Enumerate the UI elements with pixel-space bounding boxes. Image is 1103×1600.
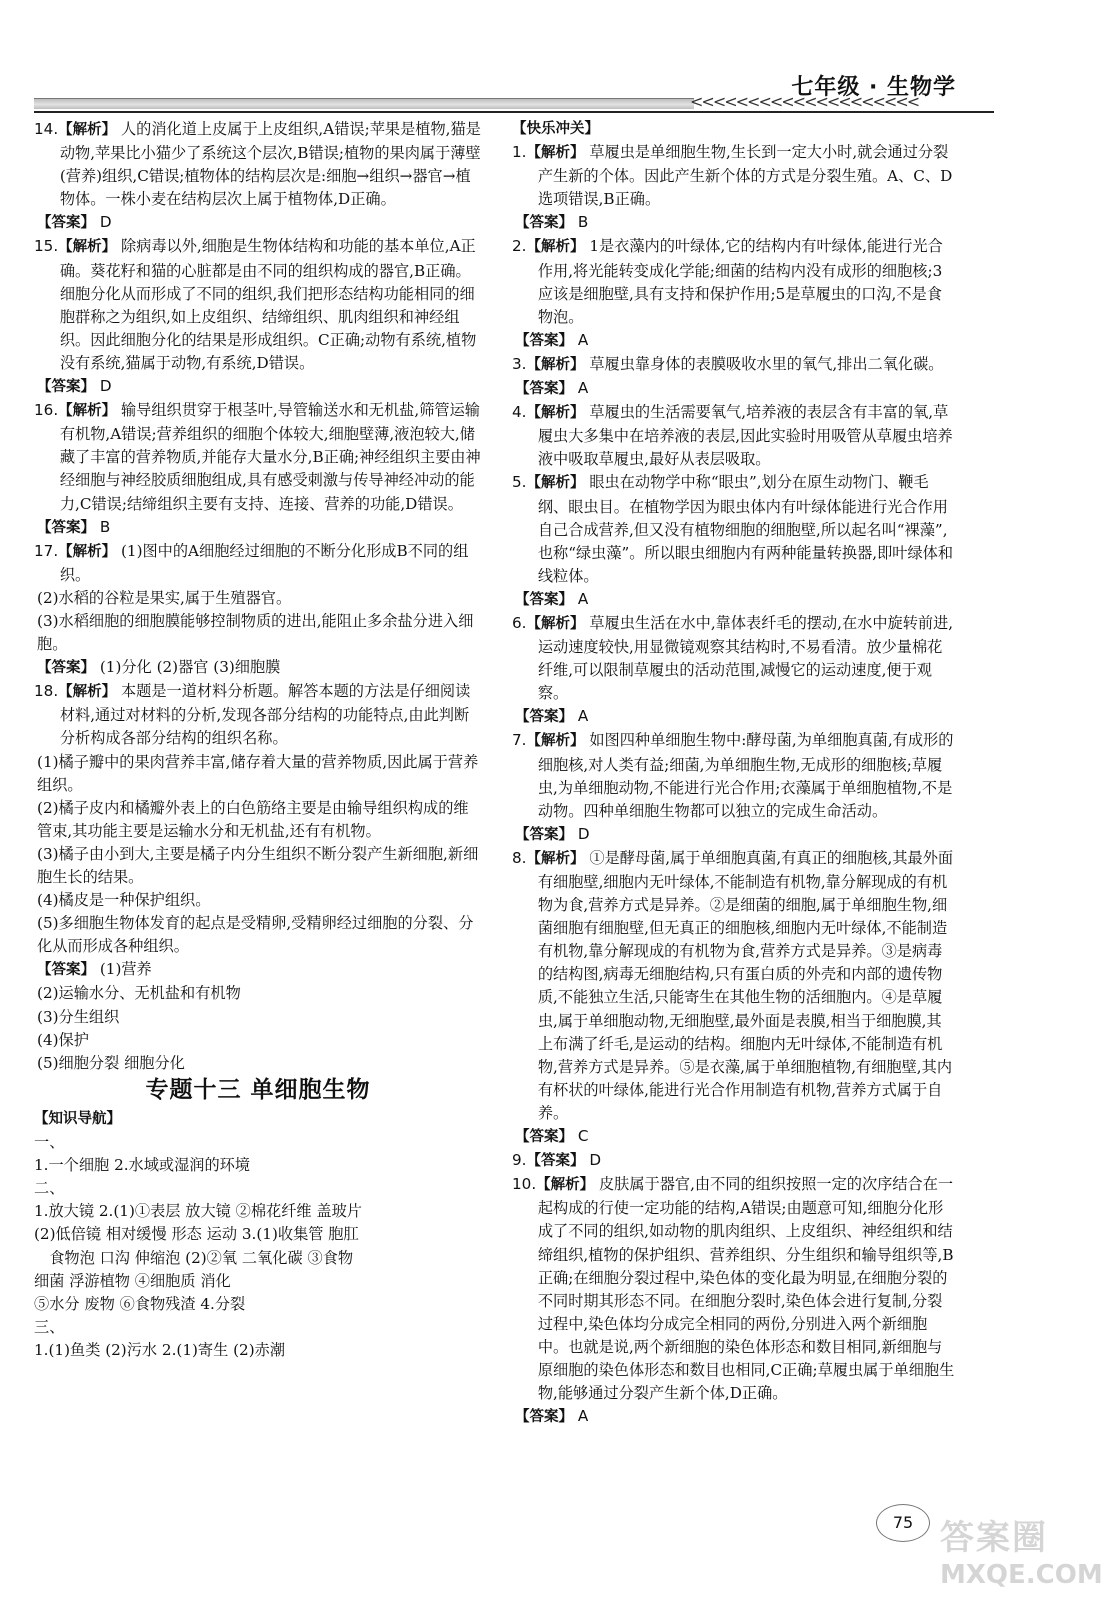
question-number: 2.	[512, 237, 527, 256]
analysis-tag: 【解析】	[526, 145, 585, 162]
analysis-r1	[512, 141, 956, 211]
answer-tag: 【答案】	[37, 215, 96, 232]
answer-15	[34, 375, 482, 399]
answer-value: D	[577, 824, 590, 843]
answer-tag: 【答案】	[526, 1153, 585, 1170]
right-column	[512, 118, 956, 1429]
analysis-line: (3)橘子由小到大,主要是橘子内分生组织不断分裂产生新细胞,新细胞生长的结果。	[37, 844, 479, 886]
answer-r10	[512, 1405, 956, 1429]
answer-value: A	[577, 379, 589, 398]
analysis-tag: 【解析】	[526, 733, 585, 750]
watermark-text: 答案圈	[940, 1518, 1048, 1558]
answer-tag: 【答案】	[515, 826, 574, 843]
analysis-r6	[512, 612, 956, 705]
analysis-tag: 【解析】	[526, 850, 585, 867]
answer-tag: 【答案】	[515, 381, 574, 398]
answer-tag: 【答案】	[37, 660, 96, 677]
analysis-r10	[512, 1173, 956, 1405]
answer-r1	[512, 211, 956, 235]
question-number: 10.	[512, 1175, 537, 1194]
section-title: 专题十三 单细胞生物	[145, 1076, 371, 1103]
analysis-text: 草履虫的生活需要氧气,培养液的表层含有丰富的氧,草履虫大多集中在培养液的表层,因此实验时用吸管从草履虫培养液中吸取草履虫,最好从表层吸取。	[537, 403, 953, 469]
analysis-tag: 【解析】	[536, 1177, 595, 1194]
answer-tag: 【答案】	[37, 379, 96, 396]
question-r3	[512, 353, 956, 401]
analysis-r2	[512, 235, 956, 328]
analysis-text: ①是酵母菌,属于单细胞真菌,有真正的细胞核,其最外面有细胞壁,细胞内无叶绿体,不能制造有机物,靠分解现成的有机物为食,营养方式是异养。②是细菌的细胞,属于单细胞生物,细菌细胞有细胞壁,但无真正的细胞核,细胞内无叶绿体,不能制造有机物,靠分解现成的有机物为食,营养方式是异养。③是病毒的结构图,病毒无细胞结构,只有蛋白质的外壳和内部的遗传物质,不能独立生活,只能寄生在其他生物的活细胞内。④是草履虫,属于单细胞动物,无细胞壁,最外面是表膜,相当于细胞膜,其上布满了纤毛,是运动的结构。细胞内无叶绿体,不能制造有机物,营养方式是异养。⑤是衣藻,属于单细胞植物,有细胞壁,其内有杯状的叶绿体,能进行光合作用制造有机物,营养方式属于自养。	[537, 848, 954, 1122]
answer-tag: 【答案】	[515, 591, 574, 608]
analysis-tag: 【解析】	[58, 403, 117, 420]
answer-tag: 【答案】	[515, 1409, 574, 1426]
nav-heading: 一、	[34, 1133, 65, 1152]
analysis-text: 如图四种单细胞生物中:酵母菌,为单细胞真菌,有成形的细胞核,对人类有益;细菌,为单细胞生物,无成形的细胞核;草履虫,为单细胞动物,不能进行光合作用;衣藻属于单细胞植物,不是动物。四种单细胞生物都可以独立的完成生命活动。	[537, 731, 954, 820]
answer-line: (3)分生组织	[37, 1007, 120, 1026]
answer-value: A	[577, 707, 589, 726]
answer-value: (1)分化 (2)器官 (3)细胞膜	[99, 658, 281, 677]
answer-value: A	[577, 1407, 589, 1426]
header-title: 七年级 · 生物学	[791, 75, 956, 100]
answer-value: A	[577, 330, 589, 349]
analysis-text: 眼虫在动物学中称“眼虫”,划分在原生动物门、鞭毛纲、眼虫目。在植物学因为眼虫体内有叶绿体能进行光合作用自己合成营养,但又没有植物细胞的细胞壁,所以起名叫“裸藻”,也称“绿虫藻”。所以眼虫细胞内有两种能量转换器,即叶绿体和线粒体。	[537, 473, 954, 585]
answer-tag: 【答案】	[515, 215, 574, 232]
answer-value: D	[99, 377, 112, 396]
analysis-text: 输导组织贯穿于根茎叶,导管输送水和无机盐,筛管运输有机物,A错误;营养组织的细胞个体较大,细胞壁薄,液泡较大,储藏了丰富的营养物质,并能存大量水分,B正确;神经组织主要由神经细胞与神经胶质细胞组成,具有感受刺激与传导神经冲动的能力,C错误;结缔组织主要有支持、连接、营养的功能,D错误。	[59, 401, 481, 513]
header-chevron-decoration: <<<<<<<<<<<<<<<<<<<<	[690, 92, 919, 111]
question-number: 15.	[34, 237, 59, 256]
analysis-text: 本题是一道材料分析题。解答本题的方法是仔细阅读材料,通过对材料的分析,发现各部分结构的功能特点,由此判断分析构成各部分结构的组织名称。	[59, 682, 471, 748]
question-number: 8.	[512, 848, 527, 867]
analysis-r7	[512, 729, 956, 822]
analysis-15	[34, 235, 482, 375]
answer-value: (1)营养	[99, 960, 152, 979]
answer-tag: 【答案】	[515, 1129, 574, 1146]
analysis-tag: 【解析】	[58, 122, 117, 138]
answer-tag: 【答案】	[515, 709, 574, 726]
question-number: 14.	[34, 120, 59, 138]
question-r2	[512, 235, 956, 352]
question-number: 9.	[512, 1151, 527, 1170]
analysis-text: 草履虫靠身体的表膜吸收水里的氧气,排出二氧化碳。	[589, 354, 944, 373]
nav-line: 食物泡 口沟 伸缩泡 (2)②氧 二氧化碳 ③食物	[49, 1248, 354, 1267]
question-r6	[512, 612, 956, 729]
nav-heading: 二、	[34, 1179, 65, 1198]
question-number: 18.	[34, 682, 59, 701]
answer-r5	[512, 588, 956, 612]
question-18	[34, 680, 482, 1075]
question-number: 6.	[512, 613, 527, 632]
happy-challenge-label: 【快乐冲关】	[512, 121, 599, 137]
knowledge-nav-label: 【知识导航】	[34, 1110, 121, 1127]
answer-16	[34, 516, 482, 540]
answer-value: D	[589, 1151, 602, 1170]
answer-value: D	[99, 213, 112, 232]
answer-value: B	[577, 213, 589, 232]
knowledge-nav	[34, 1131, 482, 1362]
answer-18	[34, 958, 482, 982]
nav-line: ⑤水分 废物 ⑥食物残渣 4.分裂	[34, 1294, 246, 1313]
answer-r6	[512, 705, 956, 729]
analysis-line: (1)橘子瓣中的果肉营养丰富,储存着大量的营养物质,因此属于营养组织。	[37, 752, 479, 794]
question-number: 1.	[512, 143, 527, 162]
watermark-domain: MXQE.COM	[940, 1560, 1103, 1590]
analysis-tag: 【解析】	[58, 239, 117, 256]
analysis-r8	[512, 847, 956, 1125]
answer-17	[34, 656, 482, 680]
nav-line: 1.放大镜 2.(1)①表层 放大镜 ②棉花纤维 盖玻片	[34, 1202, 362, 1221]
question-number: 5.	[512, 473, 527, 492]
analysis-tag: 【解析】	[526, 356, 585, 373]
analysis-tag: 【解析】	[526, 615, 585, 632]
answer-tag: 【答案】	[515, 332, 574, 349]
analysis-line: (5)多细胞生物体发育的起点是受精卵,受精卵经过细胞的分裂、分化从而形成各种组织。	[37, 914, 474, 956]
question-number: 17.	[34, 541, 59, 560]
answer-value: A	[577, 589, 589, 608]
analysis-r3	[512, 353, 956, 377]
analysis-line: (2)水稻的谷粒是果实,属于生殖器官。	[37, 588, 292, 607]
analysis-text: 1是衣藻内的叶绿体,它的结构内有叶绿体,能进行光合作用,将光能转变成化学能;细菌的结构内没有成形的细胞核;3应该是细胞壁,具有支持和保护作用;5是草履虫的口沟,不是食物泡。	[537, 237, 943, 326]
nav-line: 细菌 浮游植物 ④细胞质 消化	[34, 1271, 231, 1290]
analysis-16	[34, 399, 482, 515]
analysis-line: (4)橘皮是一种保护组织。	[37, 891, 211, 910]
left-column	[34, 118, 482, 1362]
analysis-text: 皮肤属于器官,由不同的组织按照一定的次序结合在一起构成的行使一定功能的结构,A错误;由题意可知,细胞分化形成了不同的组织,如动物的肌肉组织、上皮组织、神经组织和结缔组织,植物的保护组织、营养组织、分生组织和输导组织等,B正确;在细胞分裂过程中,染色体的变化最为明显,在细胞分裂的不同时期其形态不同。在细胞分裂时,染色体会进行复制,分裂过程中,染色体均分成完全相同的两份,分别进入两个新细胞中。也就是说,两个新细胞的染色体形态和数目相同,新细胞与原细胞的染色体形态和数目也相同,C正确;草履虫属于单细胞生物,能够通过分裂产生新个体,D正确。	[537, 1175, 955, 1403]
question-r5	[512, 471, 956, 612]
answer-r2	[512, 329, 956, 353]
analysis-text: 草履虫是单细胞生物,生长到一定大小时,就会通过分裂产生新的个体。因此产生新个体的方式是分裂生殖。A、C、D选项错误,B正确。	[537, 143, 953, 209]
nav-line: (2)低倍镜 相对缓慢 形态 运动 3.(1)收集管 胞肛	[34, 1225, 359, 1244]
analysis-14	[34, 118, 482, 211]
question-r9	[512, 1149, 956, 1173]
question-number: 4.	[512, 403, 527, 422]
analysis-tag: 【解析】	[58, 684, 117, 701]
answer-14	[34, 211, 482, 235]
watermark-logo	[910, 1510, 1103, 1600]
answer-tag: 【答案】	[37, 962, 96, 979]
answer-line: (4)保护	[37, 1030, 89, 1049]
nav-line: 1.一个细胞 2.水域或湿润的环境	[34, 1156, 251, 1175]
question-r1	[512, 141, 956, 235]
answer-r9	[512, 1149, 956, 1173]
question-14	[34, 118, 482, 235]
answer-tag: 【答案】	[37, 519, 96, 536]
analysis-text: 除病毒以外,细胞是生物体结构和功能的基本单位,A正确。葵花籽和猫的心脏都是由不同的组织构成的器官,B正确。细胞分化从而形成了不同的组织,我们把形态结构功能相同的细胞群称之为组织,如上皮组织、结缔组织、肌肉组织和神经组织。因此细胞分化的结果是形成组织。C正确;动物有系统,植物没有系统,猫属于动物,有系统,D错误。	[59, 237, 477, 372]
answer-r7	[512, 823, 956, 847]
question-number: 7.	[512, 731, 527, 750]
question-r10	[512, 1173, 956, 1429]
analysis-r5	[512, 471, 956, 587]
question-16	[34, 399, 482, 540]
analysis-r4	[512, 401, 956, 471]
analysis-tag: 【解析】	[526, 239, 585, 256]
nav-heading: 三、	[34, 1317, 65, 1336]
analysis-line: (2)橘子皮内和橘瓣外表上的白色筋络主要是由输导组织构成的维管束,其功能主要是运输水分和无机盐,还有有机物。	[37, 798, 469, 840]
analysis-text: (1)图中的A细胞经过细胞的不断分化形成B不同的组织。	[59, 541, 469, 584]
question-15	[34, 235, 482, 399]
question-r8	[512, 847, 956, 1149]
analysis-18	[34, 680, 482, 750]
page-number: 75	[876, 1504, 930, 1542]
question-number: 3.	[512, 354, 527, 373]
answer-r8	[512, 1125, 956, 1149]
question-number: 16.	[34, 401, 59, 420]
answer-line: (2)运输水分、无机盐和有机物	[37, 984, 241, 1003]
answer-value: C	[577, 1127, 589, 1146]
analysis-line: (3)水稻细胞的细胞膜能够控制物质的进出,能阻止多余盐分进入细胞。	[37, 611, 474, 654]
answer-r3	[512, 377, 956, 401]
question-17	[34, 540, 482, 681]
nav-line: 1.(1)鱼类 (2)污水 2.(1)寄生 (2)赤潮	[34, 1340, 286, 1359]
header-rule	[34, 111, 994, 113]
question-r7	[512, 729, 956, 846]
analysis-tag: 【解析】	[526, 405, 585, 422]
analysis-text: 人的消化道上皮属于上皮组织,A错误;苹果是植物,猫是动物,苹果比小猫少了系统这个层次,B错误;植物的果肉属于薄壁(营养)组织,C错误;植物体的结构层次是:细胞→组织→器官→植物体。一株小麦在结构层次上属于植物体,D正确。	[59, 120, 481, 209]
analysis-tag: 【解析】	[526, 475, 585, 492]
question-r4	[512, 401, 956, 471]
answer-line: (5)细胞分裂 细胞分化	[37, 1053, 185, 1072]
header-band	[34, 98, 694, 109]
answer-value: B	[99, 517, 111, 536]
analysis-tag: 【解析】	[58, 543, 117, 560]
page-header	[0, 0, 1048, 112]
analysis-text: 草履虫生活在水中,靠体表纤毛的摆动,在水中旋转前进,运动速度较快,用显微镜观察其结构时,不易看清。放少量棉花纤维,可以限制草履虫的活动范围,减慢它的运动速度,便于观察。	[537, 613, 954, 703]
analysis-17	[34, 540, 482, 587]
